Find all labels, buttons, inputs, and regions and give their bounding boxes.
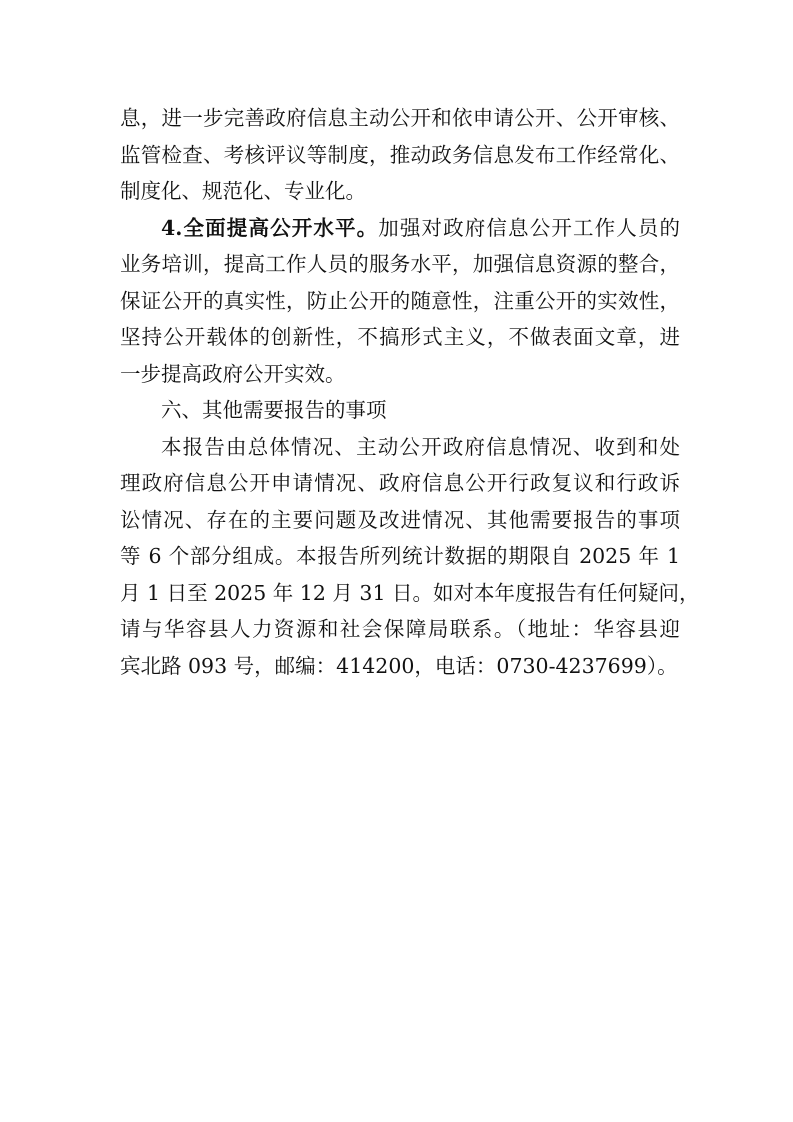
- document-body: [120, 100, 700, 684]
- text-line: 一步提高政府公开实效。: [120, 361, 346, 386]
- text-line: 讼情况、存在的主要问题及改进情况、其他需要报告的事项: [120, 507, 680, 532]
- text-line: 业务培训，提高工作人员的服务水平，加强信息资源的整合，: [120, 252, 680, 276]
- text-line: [120, 210, 680, 247]
- text-line: 本报告由总体情况、主动公开政府信息情况、收到和处: [161, 434, 680, 459]
- text-line: 月 1 日至 2025 年 12 月 31 日。如对本年度报告有任何疑问，: [120, 580, 700, 605]
- text-line: 请与华容县人力资源和社会保障局联系。（地址：华容县迎: [120, 617, 680, 641]
- item-4-paragraph: [120, 210, 680, 393]
- text-line: 宾北路 093 号，邮编：414200，电话：0730-4237699）。: [120, 653, 678, 678]
- section-6-paragraph: [120, 429, 700, 685]
- text-line: 理政府信息公开申请情况、政府信息公开行政复议和行政诉: [120, 471, 680, 495]
- text-line: 坚持公开载体的创新性，不搞形式主义，不做表面文章，进: [120, 325, 680, 349]
- text-line: 保证公开的真实性，防止公开的随意性，注重公开的实效性，: [120, 288, 680, 313]
- text-line: 息，进一步完善政府信息主动公开和依申请公开、公开审核、: [120, 106, 680, 130]
- continued-paragraph: [120, 100, 680, 210]
- section-6-heading: 六、其他需要报告的事项: [161, 398, 387, 422]
- text-line: 等 6 个部分组成。本报告所列统计数据的期限自 2025 年 1: [120, 544, 680, 568]
- item-4-heading: 4.全面提高公开水平。: [161, 215, 379, 240]
- text-line: 制度化、规范化、专业化。: [120, 179, 366, 203]
- item-4-first-line-text: 加强对政府信息公开工作人员的: [378, 215, 680, 240]
- text-line: 监管检查、考核评议等制度，推动政务信息发布工作经常化、: [120, 142, 680, 167]
